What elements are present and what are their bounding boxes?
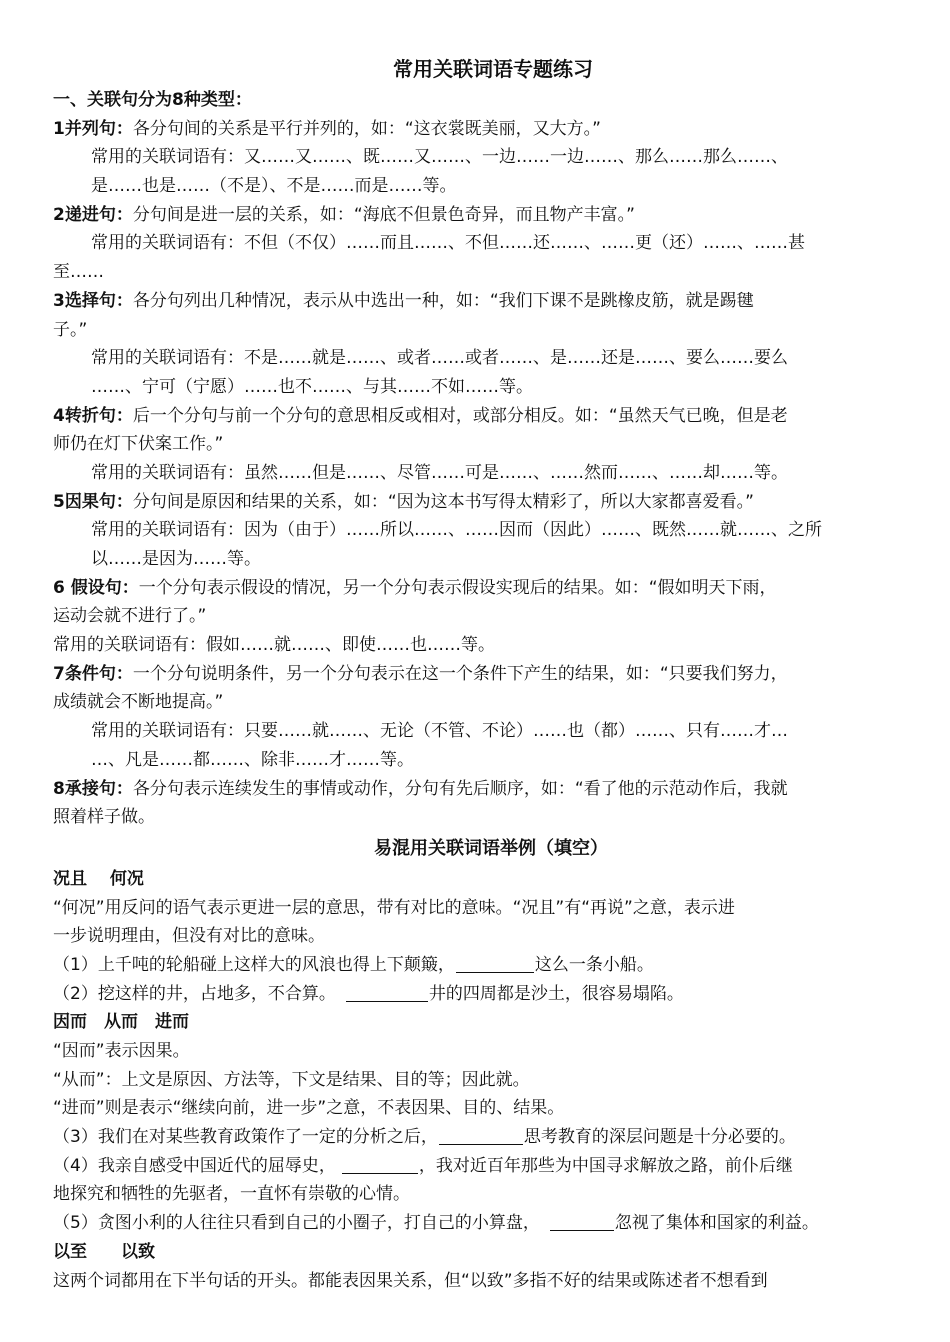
connective-words: 常用的关联词语有：假如……就……、即使……也……等。 (53, 635, 495, 656)
question-text: （2）挖这样的井，占地多，不合算。 (53, 983, 336, 1004)
group-heading: 以至 以致 (53, 1241, 155, 1262)
connective-words: 常用的关联词语有：只要……就……、无论（不管、不论）……也（都）……、只有……才… (91, 721, 788, 742)
item-causal (53, 488, 903, 517)
question-text: 这么一条小船。 (534, 954, 654, 975)
item-label: 7条件句： (53, 663, 133, 684)
question-text: 思考教育的深层问题是十分必要的。 (523, 1127, 796, 1148)
document-title: 常用关联词语专题练习 (393, 57, 593, 81)
item-definition: 一个分句说明条件，另一个分句表示在这一个条件下产生的结果，如：“只要我们努力， (132, 663, 788, 684)
item-label: 6 假设句： (53, 577, 139, 598)
item-definition: 分句间是原因和结果的关系，如：“因为这本书写得太精彩了，所以大家都喜爱看。” (132, 491, 754, 512)
item-definition-cont: 照着样子做。 (53, 807, 155, 828)
item-label: 2递进句： (53, 204, 133, 225)
connective-words: 常用的关联词语有：又……又……、既……又……、一边……一边……、那么……那么……、 (91, 147, 788, 168)
item-definition: 后一个分句与前一个分句的意思相反或相对，或部分相反。如：“虽然天气已晚，但是老 (132, 405, 788, 426)
item-label: 5因果句： (53, 491, 133, 512)
fill-blank[interactable] (346, 983, 428, 1002)
fill-blank[interactable] (456, 954, 534, 973)
item-definition: 一个分句表示假设的情况，另一个分句表示假设实现后的结果。如：“假如明天下雨， (138, 577, 777, 598)
item-label: 8承接句： (53, 778, 133, 799)
question-text: ，我对近百年那些为中国寻求解放之路，前仆后继 (418, 1155, 793, 1176)
section-heading: 一、关联句分为8种类型： (53, 90, 252, 110)
item-sequential (53, 775, 903, 804)
connective-words: …、凡是……都……、除非……才……等。 (91, 749, 414, 770)
item-coordinate (53, 115, 903, 144)
question-text: （5）贪图小利的人往往只看到自己的小圈子，打自己的小算盘， (53, 1213, 540, 1234)
explanation: 这两个词都用在下半句话的开头。都能表因果关系，但“以致”多指不好的结果或陈述者不想看到 (53, 1270, 768, 1291)
question-text: （3）我们在对某些教育政策作了一定的分析之后， (53, 1127, 438, 1148)
explanation: “何况”用反问的语气表示更进一层的意思，带有对比的意味。“况且”有“再说”之意，表示进 (53, 897, 735, 918)
item-progressive (53, 201, 903, 230)
item-label: 3选择句： (53, 290, 133, 311)
document-page (53, 52, 903, 1295)
section-subtitle: 易混用关联词语举例（填空） (374, 837, 608, 859)
definition: “因而”表示因果。 (53, 1041, 190, 1061)
connective-words: 常用的关联词语有：因为（由于）……所以……、……因而（因此）……、既然……就……、之所 (91, 520, 822, 541)
connective-words: 常用的关联词语有：虽然……但是……、尽管……可是……、……然而……、……却……等。 (91, 462, 788, 483)
question-2 (53, 980, 903, 1009)
item-definition: 各分句间的关系是平行并列的，如：“这衣裳既美丽，又大方。” (132, 118, 601, 139)
fill-blank[interactable] (550, 1212, 614, 1231)
question-text: （4）我亲自感受中国近代的屈辱史， (53, 1155, 336, 1176)
question-text: 井的四周都是沙土，很容易塌陷。 (428, 983, 684, 1004)
question-1 (53, 951, 903, 980)
question-5 (53, 1209, 903, 1238)
item-label: 4转折句： (53, 405, 133, 426)
item-alternative (53, 287, 903, 316)
connective-words: 常用的关联词语有：不但（不仅）……而且……、不但……还……、……更（还）……、……甚 (91, 233, 805, 254)
item-definition: 各分句表示连续发生的事情或动作，分句有先后顺序，如：“看了他的示范动作后，我就 (132, 778, 788, 799)
connective-words: 至…… (53, 262, 104, 283)
item-definition-cont: 成绩就会不断地提高。” (53, 692, 224, 713)
item-conditional (53, 660, 903, 689)
connective-words: ……、宁可（宁愿）……也不……、与其……不如……等。 (91, 376, 533, 397)
question-4 (53, 1152, 903, 1181)
item-definition-cont: 子。” (53, 319, 88, 340)
fill-blank[interactable] (439, 1126, 523, 1145)
item-label: 1并列句： (53, 118, 133, 139)
item-hypothetical (53, 574, 903, 603)
fill-blank[interactable] (342, 1155, 418, 1174)
item-definition-cont: 运动会就不进行了。” (53, 606, 207, 627)
question-3 (53, 1123, 903, 1152)
definition: “进而”则是表示“继续向前，进一步”之意，不表因果、目的、结果。 (53, 1098, 565, 1119)
question-text: 忽视了集体和国家的利益。 (614, 1213, 819, 1234)
connective-words: 是……也是……（不是）、不是……而是……等。 (91, 176, 457, 197)
connective-words: 以……是因为……等。 (91, 549, 261, 569)
group-heading: 况且 何况 (53, 868, 144, 889)
item-definition-cont: 师仍在灯下伏案工作。” (53, 434, 224, 455)
group-heading: 因而 从而 进而 (53, 1012, 189, 1033)
connective-words: 常用的关联词语有：不是……就是……、或者……或者……、是……还是……、要么……要么 (91, 348, 788, 369)
item-definition: 分句间是进一层的关系，如：“海底不但景色奇异，而且物产丰富。” (132, 204, 635, 225)
item-adversative (53, 402, 903, 431)
question-text-cont: 地探究和牺牲的先驱者，一直怀有崇敬的心情。 (53, 1184, 410, 1205)
definition: “从而”：上文是原因、方法等，下文是结果、目的等；因此就。 (53, 1069, 530, 1090)
question-text: （1）上千吨的轮船碰上这样大的风浪也得上下颠簸， (53, 954, 455, 975)
item-definition: 各分句列出几种情况，表示从中选出一种，如：“我们下课不是跳橡皮筋，就是踢毽 (132, 290, 754, 311)
explanation: 一步说明理由，但没有对比的意味。 (53, 926, 325, 947)
